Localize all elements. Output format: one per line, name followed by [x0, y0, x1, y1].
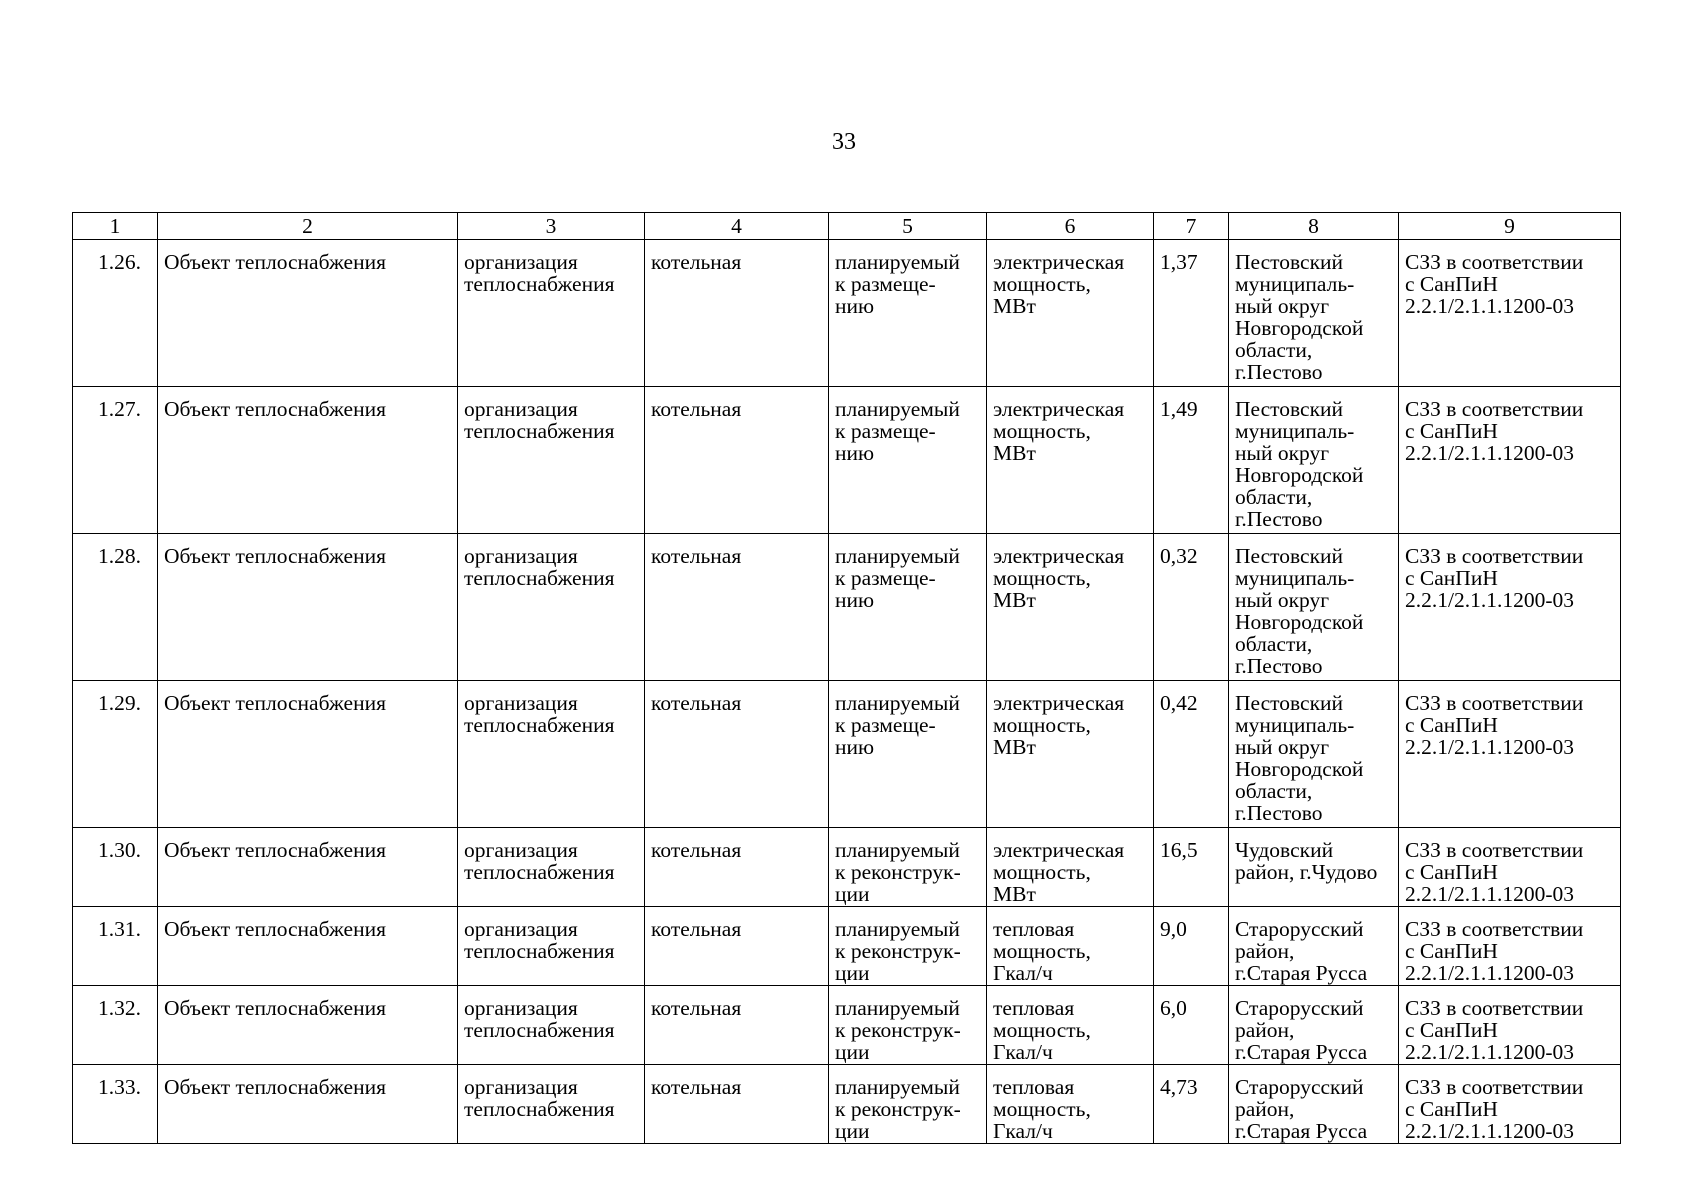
location: Чудовский район, г.Чудово — [1229, 828, 1399, 907]
object-name: Объект теплоснабжения — [158, 907, 458, 986]
parameter: тепловая мощность, Гкал/ч — [987, 986, 1154, 1065]
location: Старорусский район, г.Старая Русса — [1229, 907, 1399, 986]
facility-type: котельная — [645, 534, 829, 681]
protection-zone: СЗЗ в соответствии с СанПиН 2.2.1/2.1.1.1200-03 — [1399, 534, 1621, 681]
object-name: Объект теплоснабжения — [158, 240, 458, 387]
column-header: 4 — [645, 213, 829, 240]
table-row — [73, 240, 1621, 387]
location: Пестовский муниципаль- ный округ Новгородской области, г.Пестово — [1229, 387, 1399, 534]
column-header: 1 — [73, 213, 158, 240]
facility-type: котельная — [645, 387, 829, 534]
row-number: 1.31. — [73, 907, 158, 986]
object-name: Объект теплоснабжения — [158, 1065, 458, 1144]
facility-type: котельная — [645, 907, 829, 986]
protection-zone: СЗЗ в соответствии с СанПиН 2.2.1/2.1.1.1200-03 — [1399, 828, 1621, 907]
organization: организация теплоснабжения — [458, 681, 645, 828]
location: Пестовский муниципаль- ный округ Новгородской области, г.Пестово — [1229, 240, 1399, 387]
parameter: электрическая мощность, МВт — [987, 681, 1154, 828]
status: планируемый к реконструк- ции — [829, 1065, 987, 1144]
protection-zone: СЗЗ в соответствии с СанПиН 2.2.1/2.1.1.1200-03 — [1399, 986, 1621, 1065]
object-name: Объект теплоснабжения — [158, 534, 458, 681]
status: планируемый к реконструк- ции — [829, 828, 987, 907]
organization: организация теплоснабжения — [458, 534, 645, 681]
column-header: 8 — [1229, 213, 1399, 240]
table-row — [73, 828, 1621, 907]
organization: организация теплоснабжения — [458, 907, 645, 986]
row-number: 1.28. — [73, 534, 158, 681]
parameter: электрическая мощность, МВт — [987, 828, 1154, 907]
column-header: 7 — [1154, 213, 1229, 240]
page-number: 33 — [832, 129, 856, 155]
column-header: 6 — [987, 213, 1154, 240]
organization: организация теплоснабжения — [458, 387, 645, 534]
status: планируемый к размеще- нию — [829, 387, 987, 534]
column-header: 3 — [458, 213, 645, 240]
facilities-table — [72, 212, 1621, 1144]
object-name: Объект теплоснабжения — [158, 681, 458, 828]
table-row — [73, 534, 1621, 681]
protection-zone: СЗЗ в соответствии с СанПиН 2.2.1/2.1.1.1200-03 — [1399, 240, 1621, 387]
status: планируемый к размеще- нию — [829, 240, 987, 387]
protection-zone: СЗЗ в соответствии с СанПиН 2.2.1/2.1.1.1200-03 — [1399, 387, 1621, 534]
protection-zone: СЗЗ в соответствии с СанПиН 2.2.1/2.1.1.1200-03 — [1399, 1065, 1621, 1144]
object-name: Объект теплоснабжения — [158, 387, 458, 534]
value: 0,42 — [1154, 681, 1229, 828]
value: 16,5 — [1154, 828, 1229, 907]
status: планируемый к реконструк- ции — [829, 986, 987, 1065]
value: 1,49 — [1154, 387, 1229, 534]
table-row — [73, 907, 1621, 986]
parameter: тепловая мощность, Гкал/ч — [987, 907, 1154, 986]
location: Старорусский район, г.Старая Русса — [1229, 1065, 1399, 1144]
object-name: Объект теплоснабжения — [158, 828, 458, 907]
header-row — [73, 213, 1621, 240]
organization: организация теплоснабжения — [458, 240, 645, 387]
parameter: электрическая мощность, МВт — [987, 534, 1154, 681]
location: Пестовский муниципаль- ный округ Новгородской области, г.Пестово — [1229, 534, 1399, 681]
value: 1,37 — [1154, 240, 1229, 387]
table-row — [73, 986, 1621, 1065]
table-row — [73, 681, 1621, 828]
object-name: Объект теплоснабжения — [158, 986, 458, 1065]
row-number: 1.27. — [73, 387, 158, 534]
table-row — [73, 387, 1621, 534]
facility-type: котельная — [645, 986, 829, 1065]
table-row — [73, 1065, 1621, 1144]
value: 9,0 — [1154, 907, 1229, 986]
facility-type: котельная — [645, 1065, 829, 1144]
value: 0,32 — [1154, 534, 1229, 681]
parameter: электрическая мощность, МВт — [987, 387, 1154, 534]
status: планируемый к реконструк- ции — [829, 907, 987, 986]
column-header: 2 — [158, 213, 458, 240]
organization: организация теплоснабжения — [458, 986, 645, 1065]
organization: организация теплоснабжения — [458, 828, 645, 907]
organization: организация теплоснабжения — [458, 1065, 645, 1144]
status: планируемый к размеще- нию — [829, 681, 987, 828]
column-header: 9 — [1399, 213, 1621, 240]
row-number: 1.29. — [73, 681, 158, 828]
row-number: 1.32. — [73, 986, 158, 1065]
location: Старорусский район, г.Старая Русса — [1229, 986, 1399, 1065]
value: 4,73 — [1154, 1065, 1229, 1144]
location: Пестовский муниципаль- ный округ Новгородской области, г.Пестово — [1229, 681, 1399, 828]
status: планируемый к размеще- нию — [829, 534, 987, 681]
facility-type: котельная — [645, 240, 829, 387]
facility-type: котельная — [645, 681, 829, 828]
column-header: 5 — [829, 213, 987, 240]
protection-zone: СЗЗ в соответствии с СанПиН 2.2.1/2.1.1.1200-03 — [1399, 907, 1621, 986]
parameter: электрическая мощность, МВт — [987, 240, 1154, 387]
protection-zone: СЗЗ в соответствии с СанПиН 2.2.1/2.1.1.1200-03 — [1399, 681, 1621, 828]
value: 6,0 — [1154, 986, 1229, 1065]
row-number: 1.26. — [73, 240, 158, 387]
parameter: тепловая мощность, Гкал/ч — [987, 1065, 1154, 1144]
facility-type: котельная — [645, 828, 829, 907]
row-number: 1.33. — [73, 1065, 158, 1144]
row-number: 1.30. — [73, 828, 158, 907]
